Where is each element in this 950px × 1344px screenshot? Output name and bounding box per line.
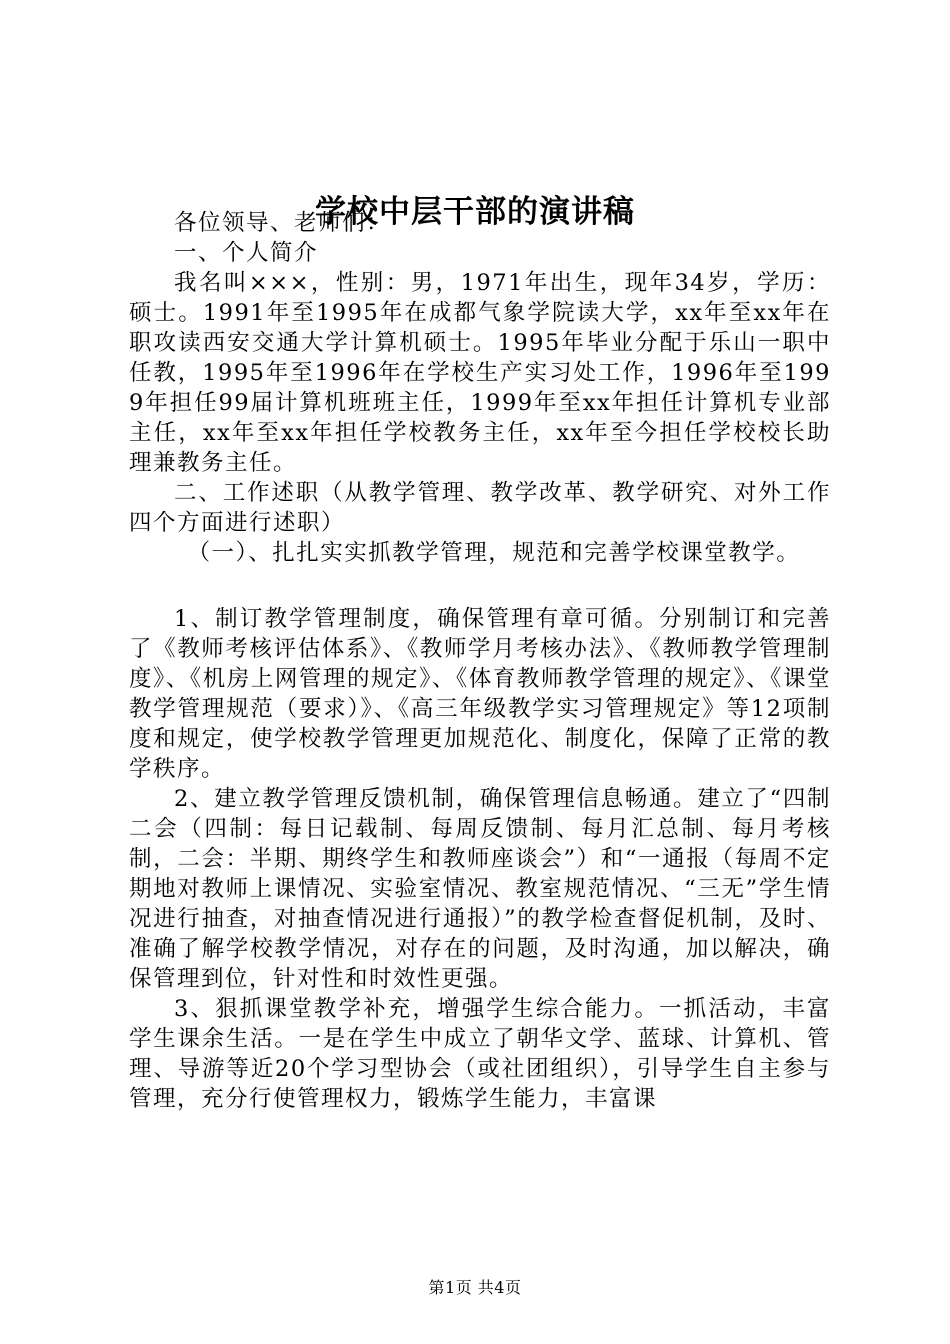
paragraph-item-2: 2、建立教学管理反馈机制，确保管理信息畅通。建立了“四制二会（四制：每日记载制、每周反馈制、每月汇总制、每月考核制，二会：半期、期终学生和教师座谈会”）和“一通报（每周不定期地对教师上课情况、实验室情况、教室规范情况、“三无”学生情况进行抽查，对抽查情况进行通报）”的教学检查督促机制，及时、准确了解学校教学情况，对存在的问题，及时沟通，加以解决，确保管理到位，针对性和时效性更强。	[129, 786, 831, 992]
document-title: 学校中层干部的演讲稿	[315, 194, 635, 230]
page-footer: 第1页 共4页	[428, 1278, 522, 1297]
section-heading-work-report: 二、工作述职（从教学管理、教学改革、教学研究、对外工作四个方面进行述职）	[129, 480, 831, 536]
paragraph-item-1: 1、制订教学管理制度，确保管理有章可循。分别制订和完善了《教师考核评估体系》、《教师学月考核办法》、《教师教学管理制度》、《机房上网管理的规定》、《体育教师教学管理的规定》、《课堂教学管理规范（要求）》、《高三年级教学实习管理规定》等12项制度和规定，使学校教学管理更加规范化、制度化，保障了正常的教学秩序。	[129, 606, 831, 782]
subsection-heading-teaching-management: （一）、扎扎实实抓教学管理，规范和完善学校课堂教学。	[187, 540, 801, 566]
document-body	[129, 208, 831, 1114]
salutation: 各位领导、老师们：	[174, 210, 391, 236]
paragraph-personal-intro: 我名叫×××，性别：男，1971年出生，现年34岁，学历：硕士。1991年至1995年在成都气象学院读大学，xx年至xx年在职攻读西安交通大学计算机硕士。1995年毕业分配于乐山一职中任教，1995年至1996年在学校生产实习处工作，1996年至1999年担任99届计算机班班主任，1999年至xx年担任计算机专业部主任，xx年至xx年担任学校教务主任，xx年至今担任学校校长助理兼教务主任。	[129, 270, 831, 476]
section-heading-intro: 一、个人简介	[174, 240, 319, 266]
paragraph-item-3: 3、狠抓课堂教学补充，增强学生综合能力。一抓活动，丰富学生课余生活。一是在学生中成立了朝华文学、蓝球、计算机、管理、导游等近20个学习型协会（或社团组织），引导学生自主参与管理，充分行使管理权力，锻炼学生能力，丰富课	[129, 996, 831, 1112]
